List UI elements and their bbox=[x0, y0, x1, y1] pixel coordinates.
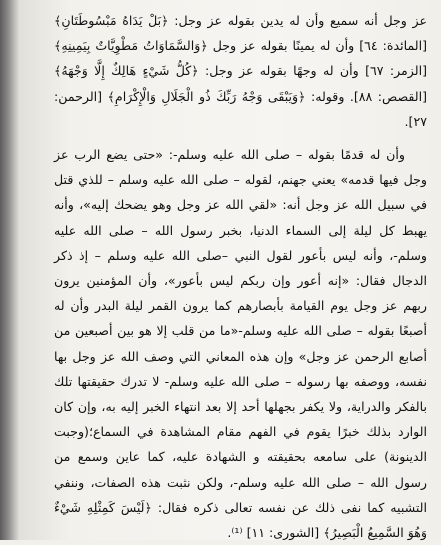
paragraph-1: عز وجل أنه سميع وأن له يدين بقوله عز وجل: ﴿بَلْ يَدَاهُ مَبْسُوطَتَانِ﴾ [المائدة: ٦٤] وأن له يمينًا بقوله عز وجل ﴿وَالسَّمَاوَاتُ مَطْوِيَّاتٌ بِيَمِينِهِ﴾ [الزمر: ٦٧] وأن له وجهًا بقوله عز وجل: ﴿كُلُّ شَيْءٍ هَالِكٌ إِلَّا وَجْهَهُ﴾ [القصص: ٨٨]. وقوله: ﴿وَيَبْقَى وَجْهُ رَبِّكَ ذُو الْجَلَالِ وَالْإِكْرَامِ﴾ [الرحمن: ٢٧]. bbox=[54, 13, 428, 129]
book-page bbox=[20, 0, 441, 540]
paragraph-2: وأن له قدمًا بقوله – صلى الله عليه وسلم-: «حتى يضع الرب عز وجل فيها قدمه» يعني جهنم، لقوله – صلى الله عليه وسلم – للذي قتل في سبيل الله عز وجل أنه: «لقي الله عز وجل وهو يضحك إليه»، وأنه يهبط كل ليلة إلى السماء الدنيا، بخبر رسول الله – صلى الله عليه وسلم-، وأنه ليس بأعور لقول النبي –صلى الله عليه وسلم – إذ ذكر الدجال فقال: «إنه أعور وإن ربكم ليس بأعور»، وأن المؤمنين يرون ربهم عز وجل يوم القيامة بأبصارهم كما يرون القمر ليلة البدر وأن له أصبعًا بقوله – صلى الله عليه وسلم-«ما من قلب إلا هو بين أصبعين من أصابع الرحمن عز وجل» وإن هذه المعاني التي وصف الله عز وجل بها نفسه، ووصفه بها رسوله – صلى الله عليه وسلم- لا تدرك حقيقتها تلك بالفكر والدراية، ولا يكفر بجهلها أحد إلا بعد انتهاء الخبر إليه به، وإن كان الوارد بذلك خبرًا يقوم في الفهم مقام المشاهدة في السماع؛(وجبت الدينونة) على سامعه بحقيقته و الشهادة عليه، كما عاين وسمع من رسول الله – صلى الله عليه وسلم-، ولكن نثبت هذه الصفات، وننفي التشبيه كما نفى ذلك عن نفسه تعالى ذكره فقال: ﴿لَيْسَ كَمِثْلِهِ شَيْءٌ وَهُوَ السَّمِيعُ الْبَصِيرُ﴾ [الشورى: ١١] ⁽¹⁾. bbox=[54, 147, 427, 541]
page-text bbox=[54, 8, 427, 545]
paragraph-gap bbox=[54, 134, 427, 142]
book-spine-shadow bbox=[0, 0, 20, 540]
